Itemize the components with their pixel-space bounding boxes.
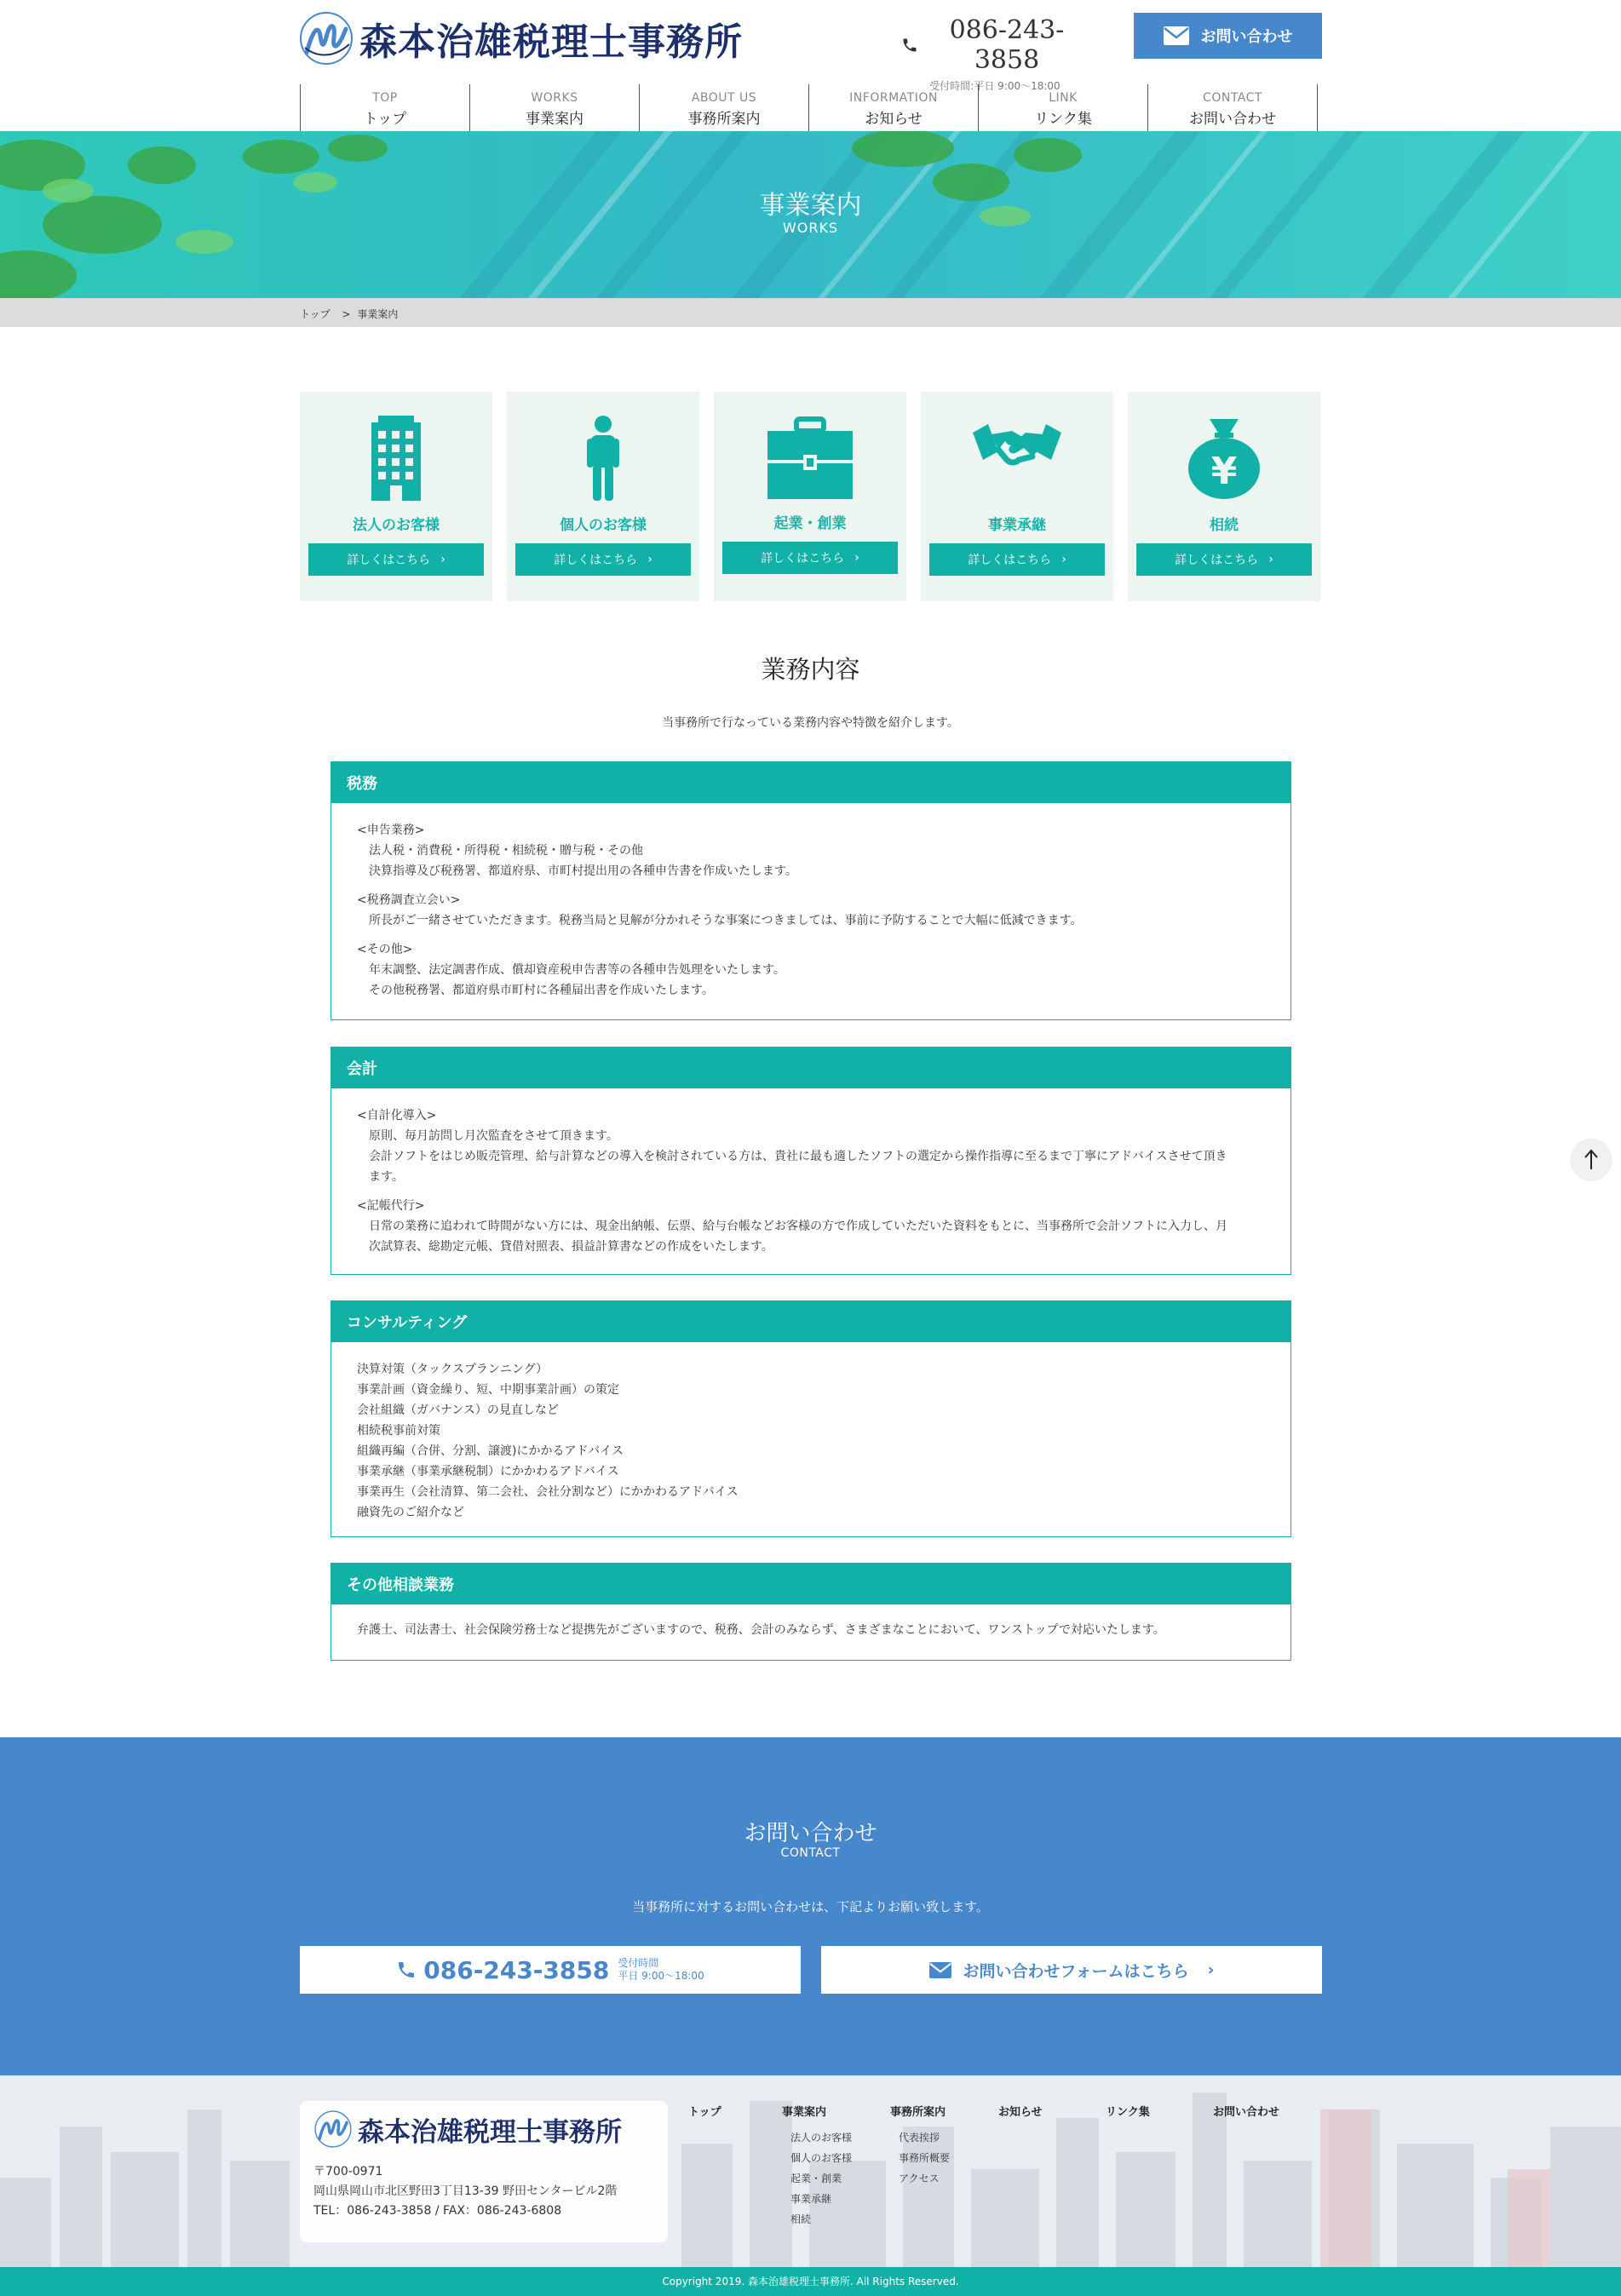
services-lead: 当事務所で行なっている業務内容や特徴を紹介します。	[662, 716, 959, 730]
arrow-up-icon	[1583, 1149, 1600, 1171]
header-tel-number: 086-243-3858	[949, 15, 1065, 75]
chevron-right-icon: ›	[854, 551, 859, 565]
header-contact-button[interactable]	[1134, 13, 1322, 59]
box-consulting	[331, 1300, 1291, 1537]
nav-ja: リンク集	[1034, 111, 1092, 128]
chevron-right-icon: ›	[1207, 1960, 1215, 1979]
person-icon	[582, 416, 624, 501]
footer-nav-label[interactable]: 事務所案内	[890, 2106, 946, 2119]
group-line: 原則、毎月訪問し月次監査をさせて頂きます。	[369, 1129, 618, 1143]
group-title: <自計化導入>	[357, 1109, 437, 1122]
nav-item-top[interactable]	[301, 84, 470, 131]
box-heading: 税務	[331, 762, 1290, 803]
card-detail-button[interactable]	[722, 542, 898, 574]
list-item: 事業再生（会社清算、第二会社、会社分割など）にかかわるアドバイス	[357, 1485, 739, 1499]
footer-logo[interactable]	[313, 2109, 654, 2149]
nav-ja: お知らせ	[865, 111, 923, 128]
footer-subnav-item[interactable]: 事務所概要	[899, 2152, 951, 2164]
contact-hours-label: 受付時間	[618, 1957, 659, 1969]
card-label: 起業・創業	[773, 515, 847, 532]
header-tel-hours: 受付時間:平日 9:00〜18:00	[929, 80, 1061, 92]
nav-item-about[interactable]	[640, 84, 809, 131]
footer-subnav-item[interactable]: 事業承継	[790, 2193, 832, 2205]
footer-nav-link[interactable]	[1106, 2103, 1150, 2119]
footer-subnav-item[interactable]: 代表挨拶	[899, 2132, 940, 2144]
group-line: その他税務署、都道府県市町村に各種届出書を作成いたします。	[369, 984, 714, 997]
breadcrumb	[300, 307, 398, 321]
copyright: Copyright 2019. 森本治雄税理士事務所. All Rights Reserved.	[0, 2267, 1621, 2296]
logo-m-icon	[298, 10, 354, 66]
nav-ja: 事務所案内	[687, 111, 761, 128]
group-line: 会計ソフトをはじめ販売管理、給与計算などの導入を検討されている方は、貴社に最も適したソフトの選定から操作指導に至るまで丁寧にアドバイスさせて頂きます。	[369, 1150, 1227, 1184]
nav-en: INFORMATION	[849, 91, 938, 105]
header-contact-label: お問い合わせ	[1200, 28, 1293, 46]
footer-subnav-item[interactable]: アクセス	[899, 2173, 940, 2184]
list-item: 会社組織（ガバナンス）の見直しなど	[357, 1403, 559, 1417]
group-line: 所長がご一緒させていただきます。税務当局と見解が分かれそうな事案につきましては、事前に予防することで大幅に低減できます。	[369, 914, 1083, 927]
footer-nav-about	[890, 2103, 950, 2189]
nav-item-works[interactable]	[470, 84, 640, 131]
mail-icon	[1164, 26, 1189, 45]
building-icon	[366, 416, 426, 501]
logo-text: 森本治雄税理士事務所	[359, 20, 743, 64]
money-bag-icon	[1186, 416, 1262, 501]
phone-icon	[396, 1960, 417, 1980]
nav-item-contact[interactable]	[1148, 84, 1318, 131]
contact-tel-button[interactable]	[300, 1946, 801, 1994]
box-heading: 会計	[331, 1048, 1290, 1088]
footer-zip: 〒700-0971	[313, 2165, 383, 2178]
group-title: <申告業務>	[357, 824, 425, 837]
card-detail-button[interactable]	[308, 543, 484, 576]
footer-nav-info[interactable]	[998, 2103, 1043, 2119]
card-inheritance[interactable]	[1128, 392, 1320, 601]
footer-subnav-item[interactable]: 相続	[790, 2213, 812, 2225]
card-button-label: 詳しくはこちら	[1175, 554, 1259, 567]
footer-nav-label: トップ	[688, 2106, 721, 2119]
box-heading: その他相談業務	[331, 1564, 1290, 1604]
site-footer	[0, 2075, 1621, 2267]
page-title: 事業案内	[759, 191, 862, 221]
handshake-icon	[973, 416, 1061, 501]
contact-form-button[interactable]	[821, 1946, 1322, 1994]
phone-icon	[901, 36, 918, 55]
card-label: 法人のお客様	[353, 517, 440, 534]
card-startup[interactable]	[714, 392, 906, 601]
group-line: 法人税・消費税・所得税・相続税・贈与税・その他	[369, 844, 643, 858]
nav-item-information[interactable]	[809, 84, 979, 131]
services-title: 業務内容	[761, 655, 860, 684]
box-heading: コンサルティング	[331, 1301, 1290, 1342]
footer-nav-label[interactable]: 事業案内	[782, 2106, 827, 2119]
card-corporate[interactable]	[300, 392, 492, 601]
contact-form-label: お問い合わせフォームはこちら	[963, 1961, 1189, 1981]
footer-telfax: TEL：086-243-3858 / FAX：086-243-6808	[313, 2204, 562, 2218]
card-label: 個人のお客様	[560, 517, 647, 534]
box-other	[331, 1563, 1291, 1661]
footer-subnav-item[interactable]: 起業・創業	[790, 2173, 842, 2184]
card-label: 事業承継	[988, 517, 1046, 534]
card-button-label: 詳しくはこちら	[554, 554, 638, 567]
nav-en: TOP	[372, 91, 398, 105]
footer-subnav-item[interactable]: 個人のお客様	[790, 2152, 853, 2164]
nav-en: LINK	[1049, 91, 1078, 105]
svg-text:¥: ¥	[1210, 450, 1238, 493]
nav-ja: トップ	[363, 111, 407, 128]
group-line: 年末調整、法定調書作成、償却資産税申告書等の各種申告処理をいたします。	[369, 963, 785, 977]
page-hero	[0, 131, 1621, 298]
chevron-right-icon: ›	[1061, 553, 1066, 566]
footer-address: 岡山県岡山市北区野田3丁目13-39 野田センタービル2階	[313, 2184, 618, 2198]
footer-nav-contact[interactable]	[1213, 2103, 1279, 2119]
footer-nav-label: お問い合わせ	[1213, 2106, 1280, 2119]
card-button-label: 詳しくはこちら	[347, 554, 431, 567]
breadcrumb-separator: >	[342, 308, 351, 320]
chevron-right-icon: ›	[1268, 553, 1273, 566]
group-title: <その他>	[357, 943, 413, 956]
group-title: <税務調査立会い>	[357, 893, 461, 907]
nav-ja: お問い合わせ	[1189, 111, 1276, 128]
card-detail-button[interactable]	[515, 543, 691, 576]
header-tel[interactable]	[901, 15, 1089, 93]
box-text: 弁護士、司法書士、社会保険労務士など提携先がございますので、税務、会計のみならず、さまざまなことにおいて、ワンストップで対応いたします。	[357, 1623, 1165, 1637]
footer-logo-text: 森本治雄税理士事務所	[358, 2116, 622, 2148]
service-cards	[300, 392, 1322, 601]
nav-ja: 事業案内	[526, 111, 583, 128]
footer-nav-top[interactable]	[688, 2103, 721, 2119]
list-item: 事業計画（資金繰り、短、中期事業計画）の策定	[357, 1383, 619, 1397]
logo-m-icon	[313, 2109, 353, 2149]
contact-section	[0, 1737, 1621, 2075]
site-header	[0, 0, 1621, 131]
breadcrumb-current: 事業案内	[357, 308, 399, 320]
page-subtitle: WORKS	[782, 220, 839, 236]
list-item: 組織再編（合併、分割、譲渡)にかかるアドバイス	[357, 1444, 624, 1458]
card-button-label: 詳しくはこちら	[968, 554, 1052, 567]
mail-icon	[929, 1962, 951, 1978]
chevron-right-icon: ›	[647, 553, 652, 566]
contact-title: お問い合わせ	[744, 1821, 877, 1846]
list-item: 相続税事前対策	[357, 1424, 440, 1438]
contact-subtitle: CONTACT	[780, 1846, 841, 1860]
card-detail-button[interactable]	[1136, 543, 1312, 576]
nav-en: ABOUT US	[691, 91, 757, 105]
contact-hours: 平日 9:00〜18:00	[618, 1970, 704, 1982]
footer-nav-label: リンク集	[1106, 2106, 1150, 2119]
card-individual[interactable]	[507, 392, 699, 601]
footer-nav-label: お知らせ	[998, 2106, 1043, 2119]
page-top-button[interactable]	[1570, 1139, 1612, 1181]
global-nav	[300, 84, 1319, 131]
breadcrumb-home[interactable]: トップ	[300, 308, 331, 320]
footer-subnav-item[interactable]: 法人のお客様	[790, 2132, 853, 2144]
nav-item-link[interactable]	[979, 84, 1148, 131]
contact-tel-number: 086-243-3858	[423, 1955, 610, 1984]
card-detail-button[interactable]	[929, 543, 1105, 576]
box-accounting	[331, 1047, 1291, 1275]
breadcrumb-bar	[0, 298, 1621, 327]
card-succession[interactable]	[921, 392, 1113, 601]
footer-info	[300, 2101, 668, 2242]
contact-lead: 当事務所に対するお問い合わせは、下記よりお願い致します。	[632, 1899, 989, 1914]
group-line: 決算指導及び税務署、都道府県、市町村提出用の各種申告書を作成いたします。	[369, 864, 797, 878]
chevron-right-icon: ›	[440, 553, 445, 566]
footer-nav-works	[782, 2103, 852, 2230]
nav-en: WORKS	[531, 91, 578, 105]
list-item: 融資先のご紹介など	[357, 1506, 464, 1519]
card-button-label: 詳しくはこちら	[761, 552, 845, 565]
box-tax	[331, 761, 1291, 1020]
site-logo[interactable]	[298, 10, 743, 66]
nav-en: CONTACT	[1203, 91, 1262, 105]
briefcase-icon	[767, 416, 853, 501]
group-line: 日常の業務に追われて時間がない方には、現金出納帳、伝票、給与台帳などお客様の方で作成していただいた資料をもとに、当事務所で会計ソフトに入力し、月次試算表、総勘定元帳、貸借対照表、損益計算書などの作成をいたします。	[369, 1220, 1227, 1254]
list-item: 事業承継（事業承継税制）にかかわるアドバイス	[357, 1465, 619, 1478]
list-item: 決算対策（タックスプランニング）	[357, 1363, 548, 1376]
group-title: <記帳代行>	[357, 1199, 425, 1213]
card-label: 相続	[1210, 517, 1239, 534]
